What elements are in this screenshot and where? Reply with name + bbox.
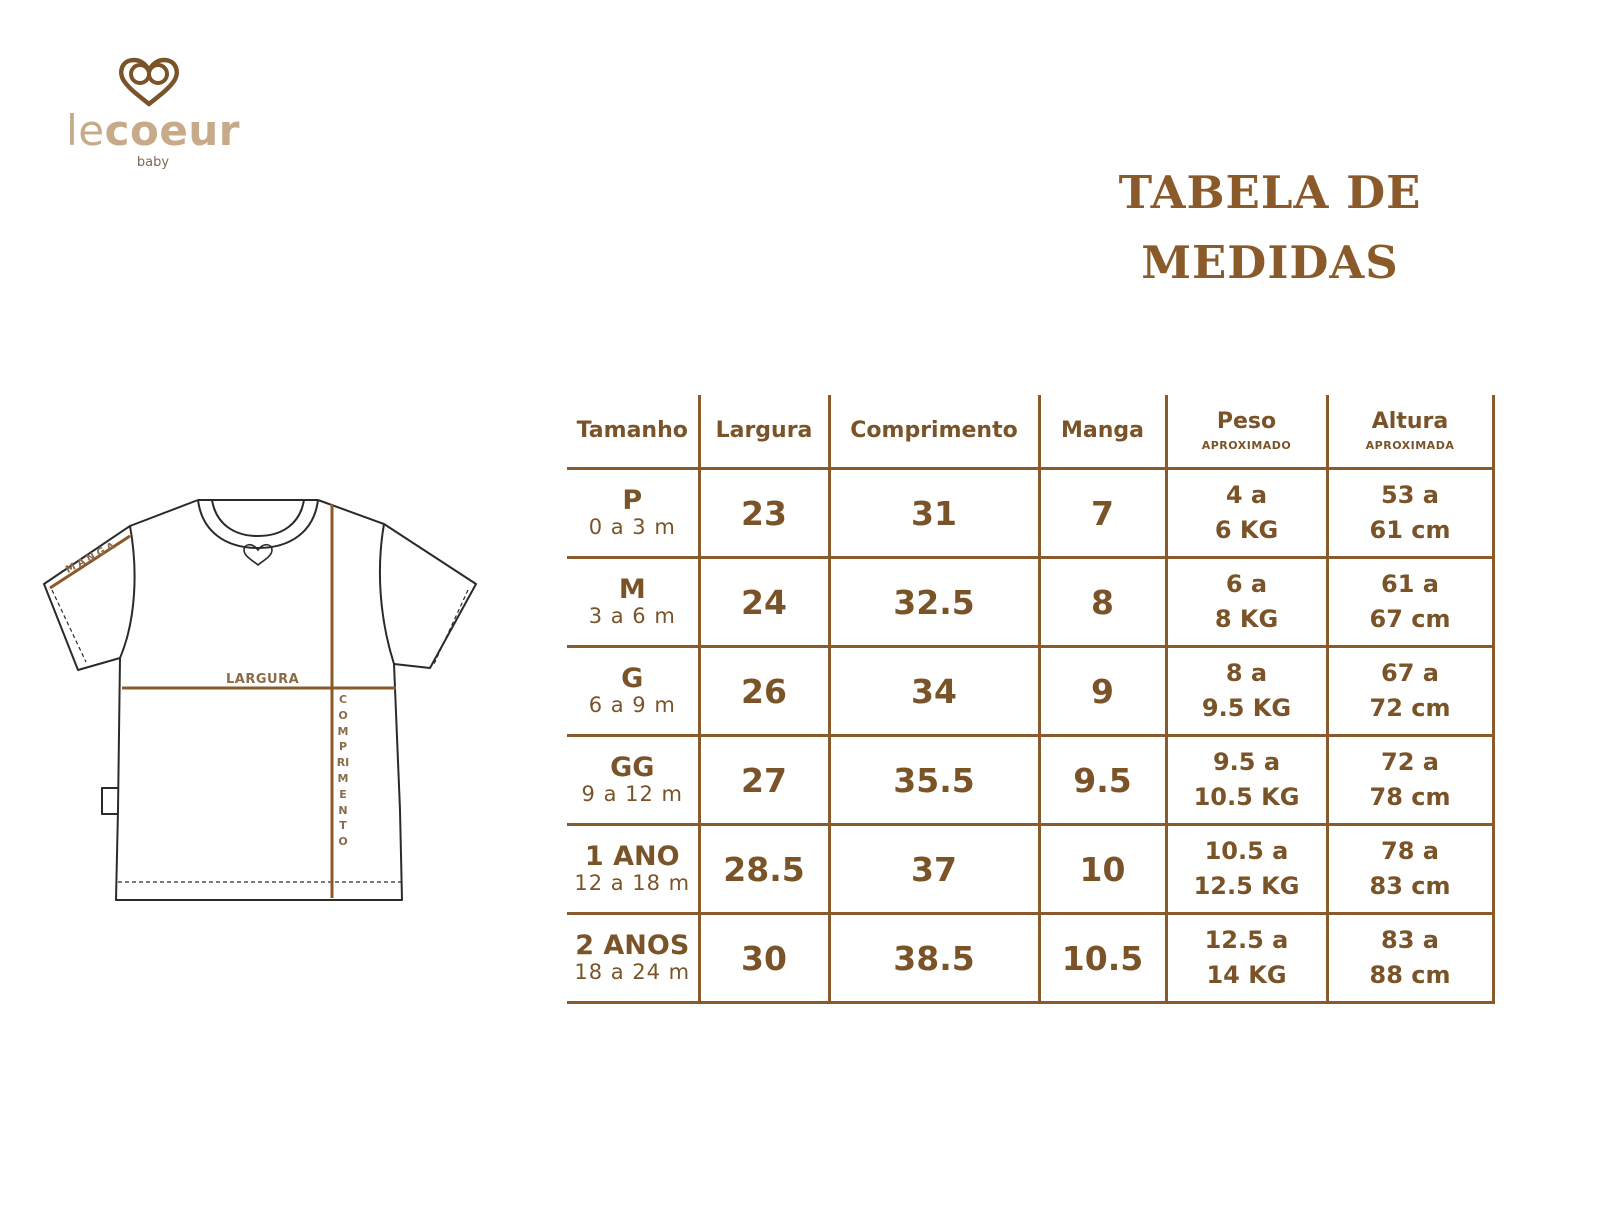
sleeve-label: MANGA [64, 539, 120, 576]
cell-altura2: 67 cm [1369, 605, 1451, 633]
cell-altura1: 67 a [1381, 659, 1439, 688]
table-row [567, 558, 1493, 647]
cell-comprimento: 32.5 [893, 582, 975, 622]
cell-largura: 26 [741, 671, 787, 711]
cell-manga: 9.5 [1073, 760, 1132, 800]
cell-peso1: 8 a [1225, 659, 1268, 688]
brand-logo [58, 54, 243, 179]
sleeve-cell [1039, 647, 1166, 736]
cell-largura: 30 [741, 938, 787, 978]
table-row [567, 736, 1493, 825]
cell-peso2: 10.5 KG [1193, 783, 1300, 811]
cell-manga: 10.5 [1061, 938, 1144, 978]
cell-peso1: 10.5 a [1204, 837, 1289, 866]
weight-cell [1166, 647, 1327, 736]
cell-largura: 28.5 [723, 849, 805, 889]
cell-comprimento: 35.5 [893, 760, 975, 800]
table-row [567, 914, 1493, 1003]
cell-altura1: 78 a [1381, 837, 1439, 866]
cell-largura: 23 [741, 493, 787, 533]
size-table [567, 395, 1495, 1004]
cell-peso1: 6 a [1225, 570, 1268, 599]
length-cell [829, 558, 1039, 647]
width-cell [699, 736, 829, 825]
tshirt-illustration [30, 480, 490, 910]
header-width: Largura [699, 395, 829, 469]
cell-size: P [622, 484, 643, 516]
cell-peso2: 12.5 KG [1193, 872, 1300, 900]
height-cell [1327, 914, 1493, 1003]
length-cell [829, 647, 1039, 736]
cell-peso1: 9.5 a [1212, 748, 1281, 777]
cell-altura2: 83 cm [1369, 872, 1451, 900]
brand-sub: baby [136, 155, 170, 170]
weight-cell [1166, 558, 1327, 647]
height-cell [1327, 736, 1493, 825]
cell-size: 1 ANO [584, 840, 680, 872]
sleeve-cell [1039, 469, 1166, 558]
cell-age: 6 a 9 m [588, 693, 676, 718]
table-header-row [567, 395, 1493, 469]
length-cell [829, 736, 1039, 825]
cell-age: 9 a 12 m [581, 782, 683, 807]
height-cell [1327, 558, 1493, 647]
sleeve-cell [1039, 825, 1166, 914]
cell-peso2: 9.5 KG [1201, 694, 1292, 722]
header-weight: Peso APROXIMADO [1166, 395, 1327, 469]
cell-age: 3 a 6 m [588, 604, 676, 629]
cell-peso1: 12.5 a [1204, 926, 1289, 955]
size-cell [567, 647, 699, 736]
cell-altura1: 61 a [1381, 570, 1439, 599]
cell-altura2: 61 cm [1369, 516, 1451, 544]
size-cell [567, 736, 699, 825]
cell-largura: 27 [741, 760, 787, 800]
width-cell [699, 558, 829, 647]
weight-cell [1166, 914, 1327, 1003]
length-cell [829, 469, 1039, 558]
cell-size: GG [610, 751, 655, 783]
header-height: Altura APROXIMADA [1327, 395, 1493, 469]
size-cell [567, 825, 699, 914]
width-cell [699, 647, 829, 736]
table-row [567, 469, 1493, 558]
sleeve-cell [1039, 914, 1166, 1003]
cell-altura1: 83 a [1381, 926, 1439, 955]
cell-peso1: 4 a [1225, 481, 1268, 510]
cell-manga: 7 [1091, 493, 1114, 533]
table-row [567, 647, 1493, 736]
length-cell [829, 914, 1039, 1003]
cell-comprimento: 38.5 [893, 938, 975, 978]
heart-logo-icon [116, 54, 182, 108]
weight-cell [1166, 825, 1327, 914]
title-line-2: MEDIDAS [1141, 236, 1399, 289]
cell-peso2: 8 KG [1214, 605, 1279, 633]
height-cell [1327, 469, 1493, 558]
header-length: Comprimento [829, 395, 1039, 469]
table-row [567, 825, 1493, 914]
cell-peso2: 14 KG [1206, 961, 1287, 989]
height-cell [1327, 825, 1493, 914]
length-label: COMPRIMENTO [336, 693, 350, 849]
cell-manga: 8 [1091, 582, 1114, 622]
cell-manga: 9 [1091, 671, 1114, 711]
cell-largura: 24 [741, 582, 787, 622]
cell-comprimento: 37 [911, 849, 957, 889]
cell-size: M [618, 573, 646, 605]
height-cell [1327, 647, 1493, 736]
cell-altura2: 88 cm [1369, 961, 1451, 989]
sleeve-cell [1039, 558, 1166, 647]
size-cell [567, 469, 699, 558]
width-cell [699, 914, 829, 1003]
cell-size: 2 ANOS [575, 929, 690, 961]
weight-cell [1166, 736, 1327, 825]
title-line-1: TABELA DE [1118, 166, 1422, 219]
cell-manga: 10 [1079, 849, 1126, 889]
width-cell [699, 825, 829, 914]
size-cell [567, 914, 699, 1003]
length-cell [829, 825, 1039, 914]
cell-altura1: 53 a [1381, 481, 1439, 510]
cell-age: 12 a 18 m [574, 871, 691, 896]
header-size: Tamanho [567, 395, 699, 469]
sleeve-cell [1039, 736, 1166, 825]
width-label: LARGURA [226, 672, 300, 687]
cell-comprimento: 34 [911, 671, 957, 711]
cell-comprimento: 31 [911, 493, 957, 533]
brand-name: lecoeur [66, 106, 240, 155]
weight-cell [1166, 469, 1327, 558]
cell-altura1: 72 a [1381, 748, 1439, 777]
cell-altura2: 78 cm [1369, 783, 1451, 811]
size-cell [567, 558, 699, 647]
cell-altura2: 72 cm [1369, 694, 1451, 722]
cell-age: 18 a 24 m [574, 960, 691, 985]
cell-age: 0 a 3 m [588, 515, 676, 540]
cell-peso2: 6 KG [1214, 516, 1279, 544]
cell-size: G [621, 662, 644, 694]
width-cell [699, 469, 829, 558]
page-title [1060, 158, 1480, 298]
header-sleeve: Manga [1039, 395, 1166, 469]
